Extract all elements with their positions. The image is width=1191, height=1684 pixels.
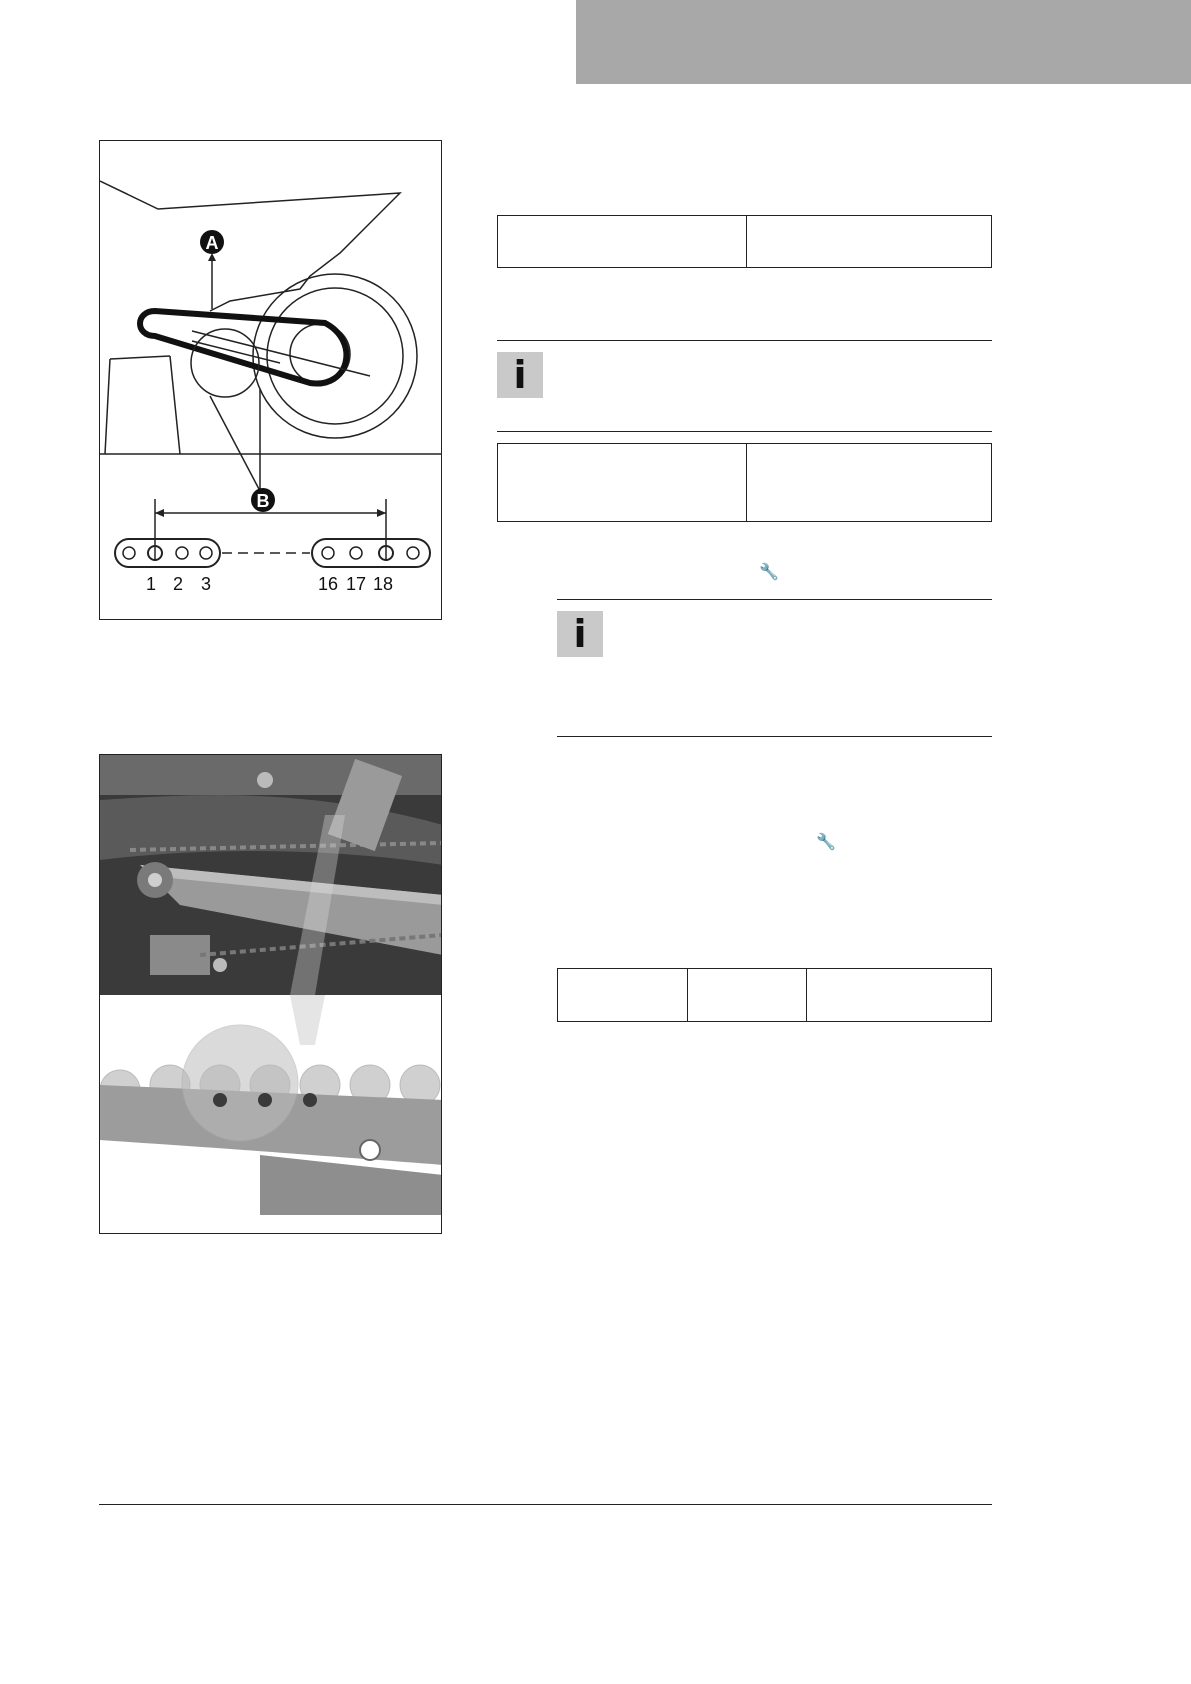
spec-table-2 xyxy=(497,443,992,522)
spec-table-3-cell-1 xyxy=(558,969,688,1022)
link-number-2: 2 xyxy=(172,574,184,594)
info-note-1-bottom-rule xyxy=(497,431,992,432)
wrench-icon: 🔧 xyxy=(816,832,836,851)
callout-a-label: A xyxy=(205,233,219,253)
link-number-18: 18 xyxy=(372,574,394,594)
info-icon xyxy=(497,352,543,398)
link-number-1: 1 xyxy=(145,574,157,594)
info-note-2-bottom-rule xyxy=(557,736,992,737)
link-number-16: 16 xyxy=(317,574,339,594)
header-band xyxy=(576,0,1191,84)
spec-table-2-cell-left xyxy=(498,444,747,522)
chain-diagram xyxy=(100,141,442,620)
footer-rule xyxy=(99,1504,992,1505)
chain-guide-photo xyxy=(100,755,442,1234)
callout-b-label: B xyxy=(256,491,270,511)
spec-table-3-cell-2 xyxy=(688,969,807,1022)
spec-table-1 xyxy=(497,215,992,268)
link-number-3: 3 xyxy=(200,574,212,594)
spec-table-3-cell-3 xyxy=(807,969,992,1022)
chain-guide-photo-figure xyxy=(99,754,442,1234)
spec-table-2-cell-right xyxy=(747,444,992,522)
info-icon xyxy=(557,611,603,657)
info-glyph: i xyxy=(573,612,587,656)
spec-table-1-cell-right xyxy=(747,216,992,268)
info-glyph: i xyxy=(513,353,527,397)
info-note-1-top-rule xyxy=(497,340,992,341)
link-number-17: 17 xyxy=(345,574,367,594)
spec-table-3 xyxy=(557,968,992,1022)
spec-table-1-cell-left xyxy=(498,216,747,268)
info-note-2-top-rule xyxy=(557,599,992,600)
chain-diagram-figure xyxy=(99,140,442,620)
wrench-icon: 🔧 xyxy=(759,562,779,581)
